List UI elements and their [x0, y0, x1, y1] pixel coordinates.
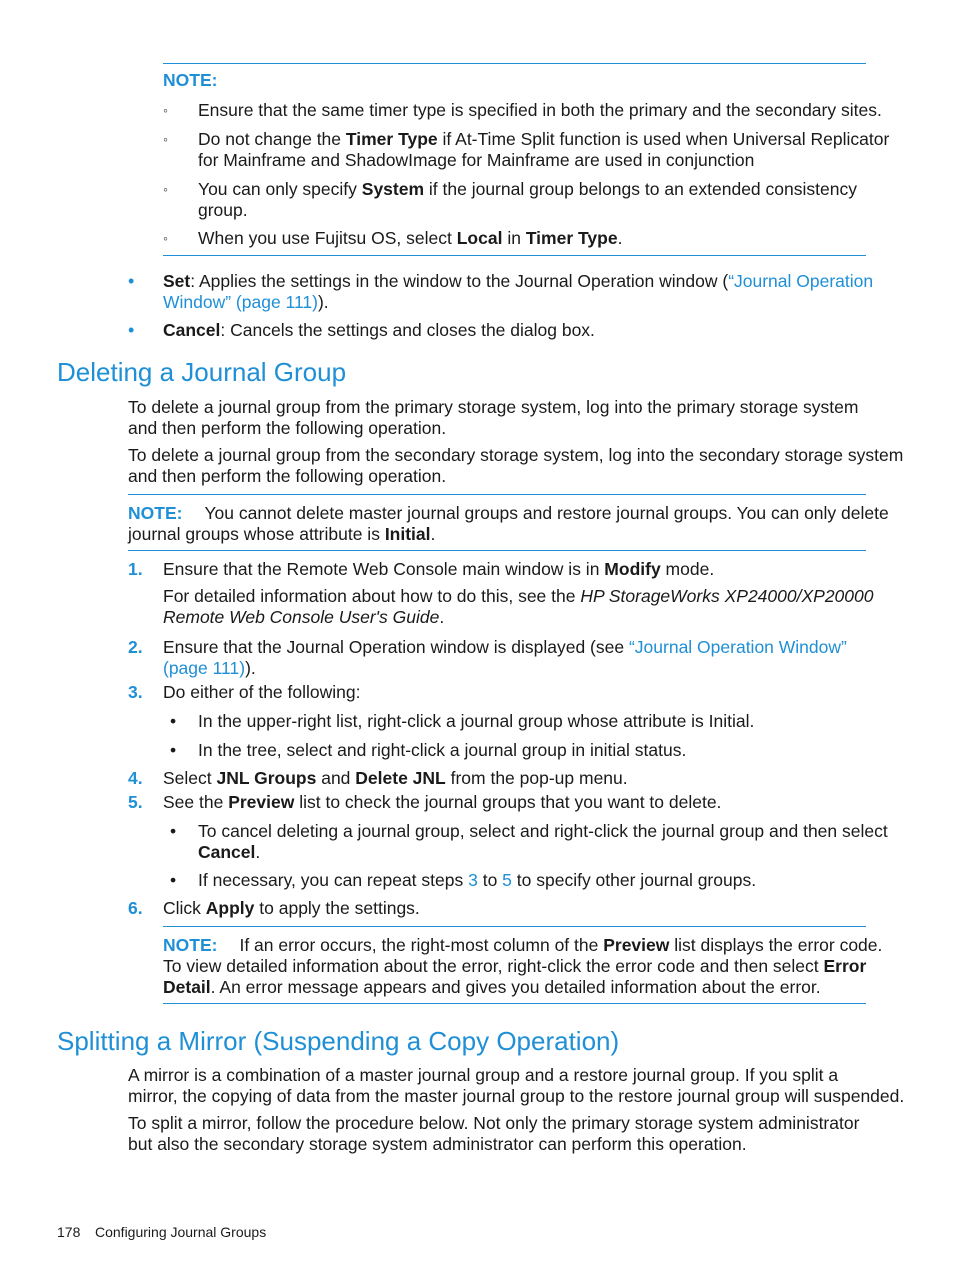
section-heading-deleting: Deleting a Journal Group [57, 357, 347, 387]
note-item-2: Do not change the Timer Type if At-Time Split function is used when Universal Replicator [198, 129, 890, 149]
step-2-cont: (page 111)). [163, 658, 256, 678]
section-heading-splitting: Splitting a Mirror (Suspending a Copy Operation) [57, 1026, 620, 1056]
step-5-link[interactable]: 5 [502, 870, 512, 890]
circle-bullet-icon: ◦ [163, 230, 168, 246]
note-delete-cont: journal groups whose attribute is Initial. [128, 524, 436, 544]
step-number: 6. [128, 898, 143, 918]
set-description: Set: Applies the settings in the window to the Journal Operation window (“Journal Operation [163, 271, 874, 291]
step-3-option-1: In the upper-right list, right-click a journal group whose attribute is Initial. [198, 711, 755, 731]
step-number: 2. [128, 637, 143, 657]
circle-bullet-icon: ◦ [163, 181, 168, 197]
step-number: 3. [128, 682, 143, 702]
step-number: 4. [128, 768, 143, 788]
bullet-icon: • [170, 711, 177, 731]
note-item-3-cont: group. [198, 200, 248, 220]
step-5-option-1-cont: Cancel. [198, 842, 261, 862]
paragraph: mirror, the copying of data from the master journal group to the restore journal group will suspended. [128, 1086, 905, 1106]
step-2: Ensure that the Journal Operation window is displayed (see “Journal Operation Window” [163, 637, 847, 657]
journal-operation-window-link-cont[interactable]: Window” (page 111) [163, 292, 318, 312]
page-111-link[interactable]: (page 111) [163, 658, 246, 678]
note-delete: NOTE: You cannot delete master journal groups and restore journal groups. You can only delete [128, 503, 889, 523]
footer-title: Configuring Journal Groups [95, 1224, 267, 1240]
step-1: Ensure that the Remote Web Console main window is in Modify mode. [163, 559, 715, 579]
step-1-detail: For detailed information about how to do this, see the HP StorageWorks XP24000/XP20000 [163, 586, 874, 606]
paragraph: To split a mirror, follow the procedure below. Not only the primary storage system administrator [128, 1113, 860, 1133]
note-item-3: You can only specify System if the journal group belongs to an extended consistency [198, 179, 857, 199]
note-item-1: Ensure that the same timer type is specified in both the primary and the secondary sites. [198, 100, 882, 120]
note-bottom-rule [163, 255, 866, 256]
note-top-rule [163, 63, 866, 64]
bullet-icon: • [170, 870, 177, 890]
note-label: NOTE: [163, 70, 218, 90]
note-error-cont: Detail. An error message appears and gives you detailed information about the error. [163, 977, 821, 997]
bullet-icon: • [128, 271, 135, 291]
step-3-link[interactable]: 3 [468, 870, 478, 890]
journal-operation-window-link[interactable]: “Journal Operation Window” [628, 637, 847, 657]
note-item-4: When you use Fujitsu OS, select Local in Timer Type. [198, 228, 623, 248]
paragraph: A mirror is a combination of a master journal group and a restore journal group. If you split a [128, 1065, 839, 1085]
step-number: 1. [128, 559, 143, 579]
step-6: Click Apply to apply the settings. [163, 898, 420, 918]
step-1-detail-cont: Remote Web Console User's Guide. [163, 607, 445, 627]
note-bottom-rule [128, 550, 866, 551]
note-bottom-rule [163, 1003, 866, 1004]
step-4: Select JNL Groups and Delete JNL from the pop-up menu. [163, 768, 628, 788]
note-top-rule [128, 494, 866, 495]
circle-bullet-icon: ◦ [163, 102, 168, 118]
page-number: 178 [57, 1224, 81, 1240]
paragraph: and then perform the following operation. [128, 466, 447, 486]
bullet-icon: • [170, 740, 177, 760]
step-3: Do either of the following: [163, 682, 361, 702]
step-5: See the Preview list to check the journal groups that you want to delete. [163, 792, 722, 812]
note-top-rule [163, 926, 866, 927]
step-5-option-2: If necessary, you can repeat steps 3 to 5 to specify other journal groups. [198, 870, 757, 890]
note-item-2-cont: for Mainframe and ShadowImage for Mainframe are used in conjunction [198, 150, 755, 170]
step-5-option-1: To cancel deleting a journal group, select and right-click the journal group and then select [198, 821, 888, 841]
bullet-icon: • [128, 320, 135, 340]
paragraph: To delete a journal group from the secondary storage system, log into the secondary storage system [128, 445, 904, 465]
note-error-cont: To view detailed information about the error, right-click the error code and then select Error [163, 956, 867, 976]
paragraph: but also the secondary storage system administrator can perform this operation. [128, 1134, 747, 1154]
step-number: 5. [128, 792, 143, 812]
paragraph: To delete a journal group from the primary storage system, log into the primary storage system [128, 397, 859, 417]
set-description-cont: Window” (page 111)). [163, 292, 329, 312]
step-3-option-2: In the tree, select and right-click a journal group in initial status. [198, 740, 687, 760]
circle-bullet-icon: ◦ [163, 131, 168, 147]
cancel-description: Cancel: Cancels the settings and closes the dialog box. [163, 320, 595, 340]
journal-operation-window-link[interactable]: “Journal Operation [728, 271, 874, 291]
bullet-icon: • [170, 821, 177, 841]
note-error: NOTE: If an error occurs, the right-most column of the Preview list displays the error code. [163, 935, 883, 955]
paragraph: and then perform the following operation. [128, 418, 447, 438]
